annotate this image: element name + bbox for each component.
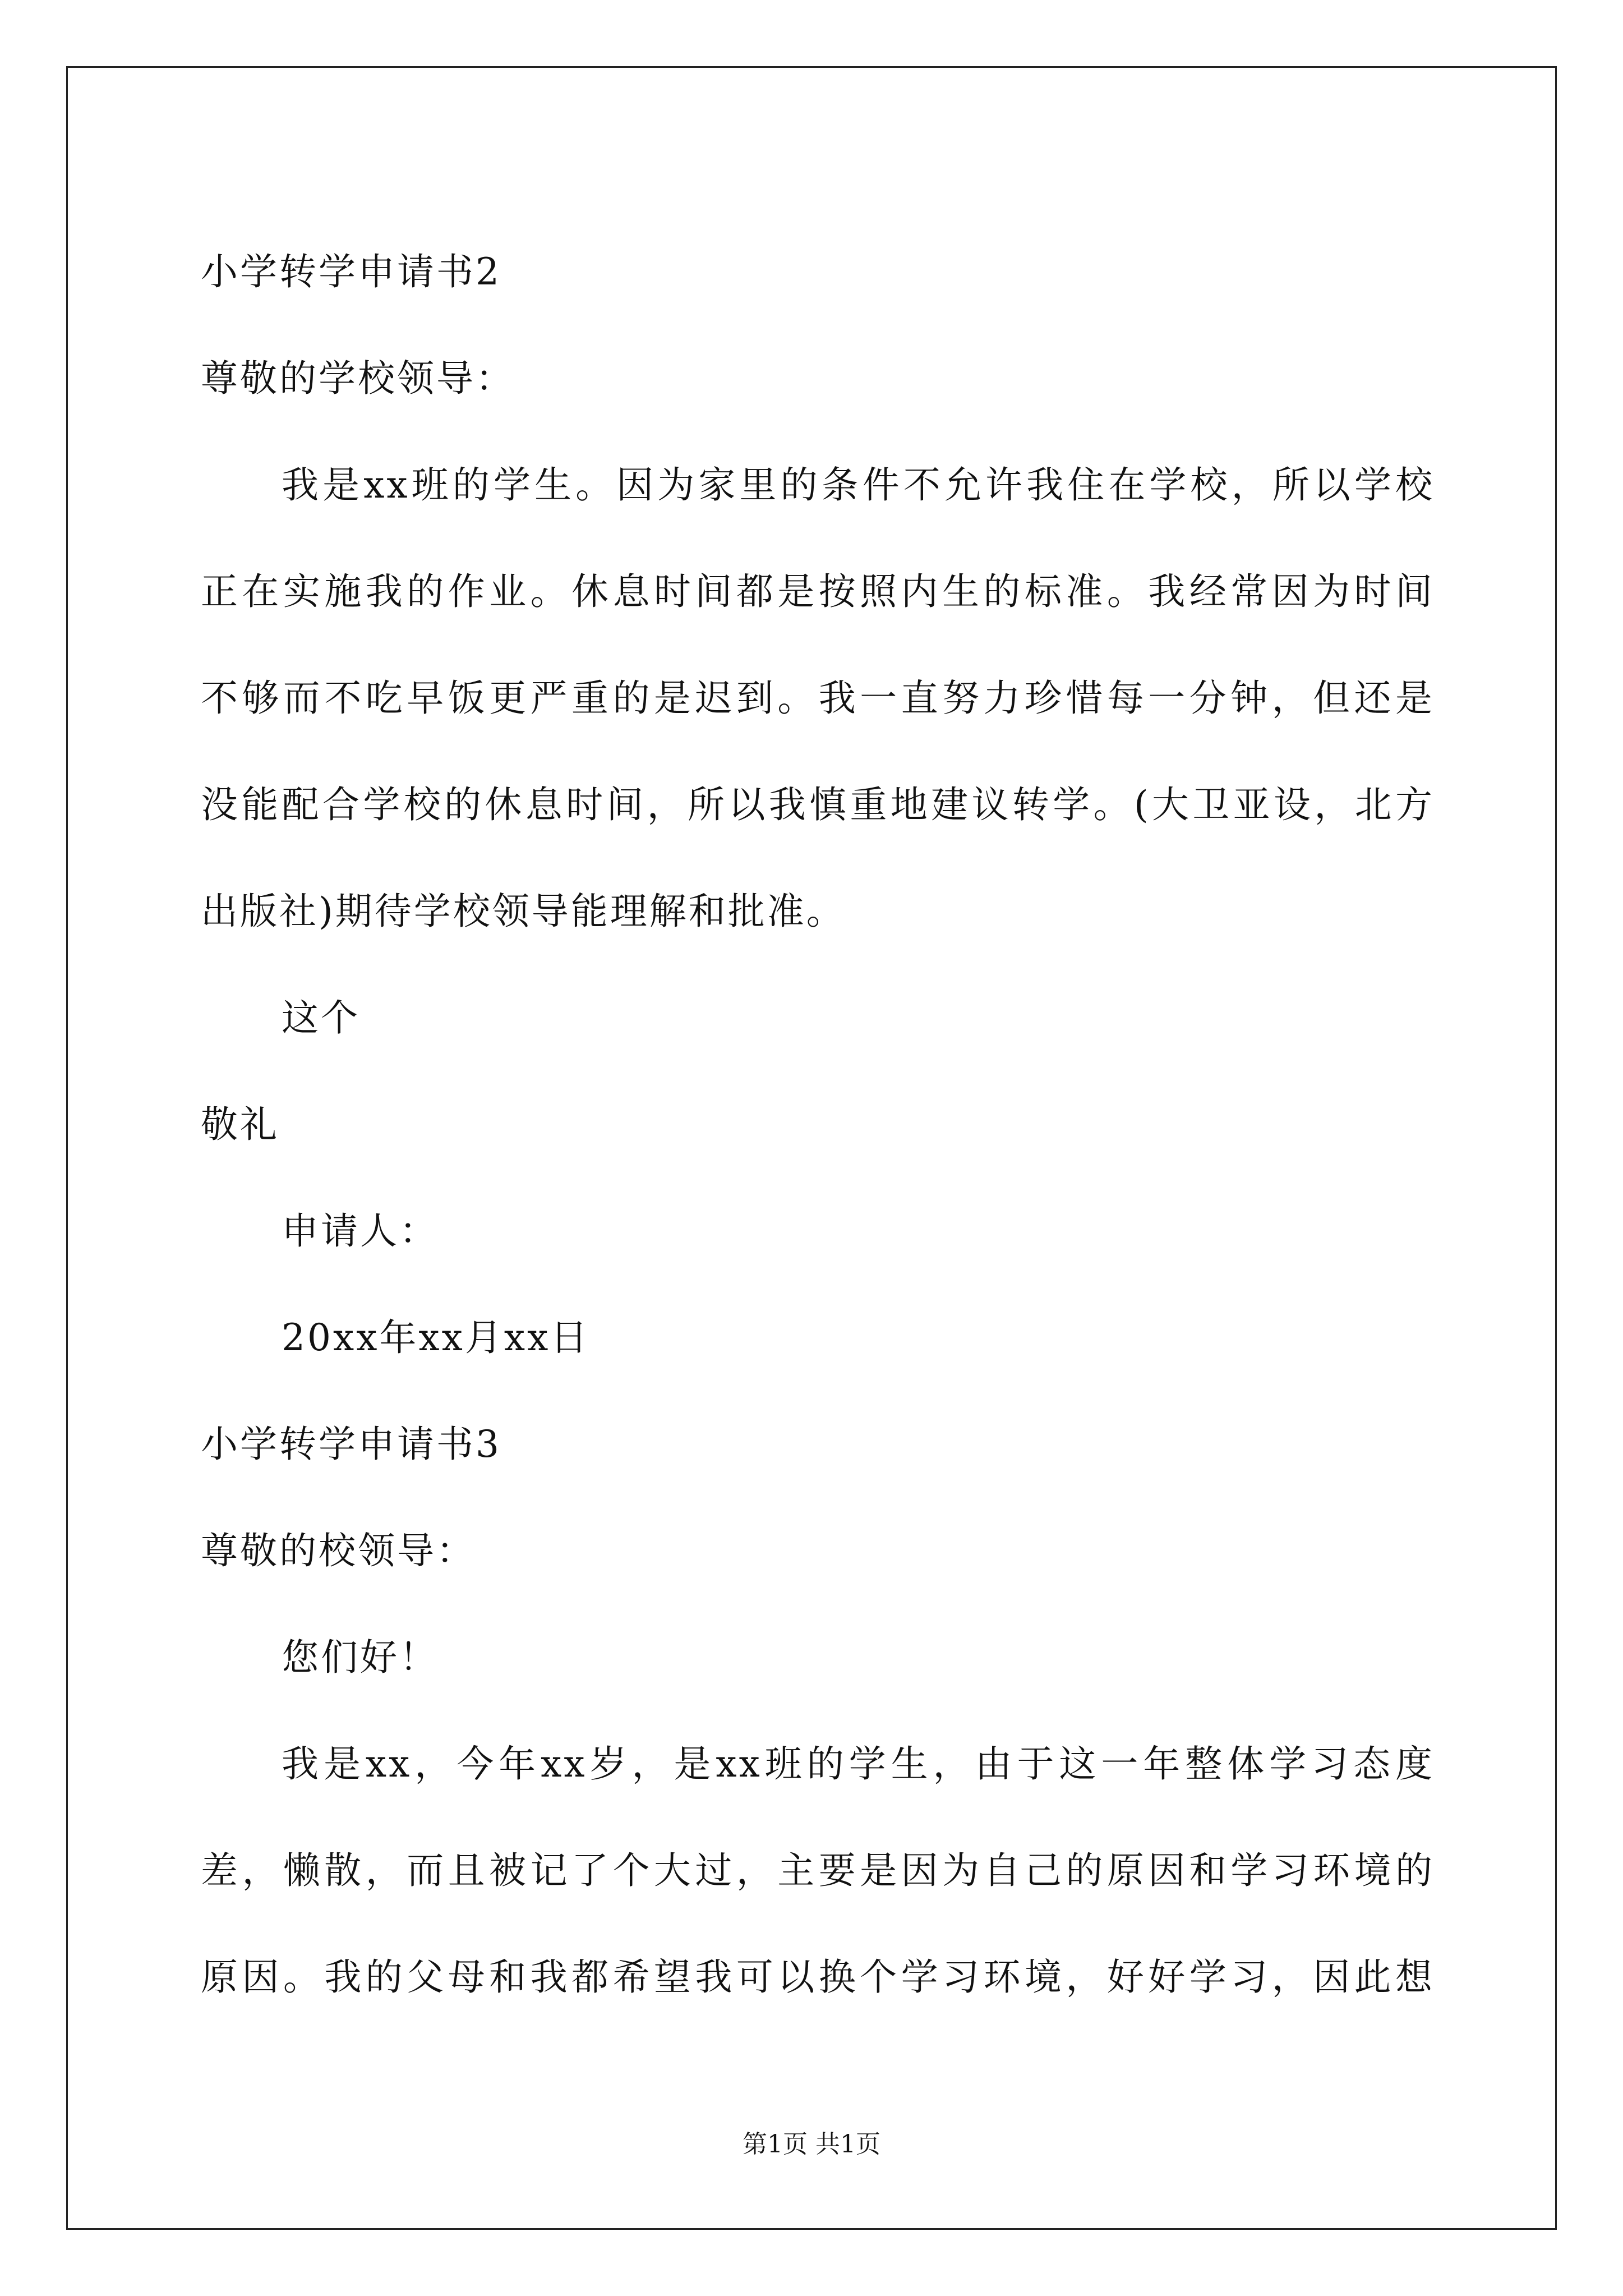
section2-salutation: 尊敬的学校领导：	[201, 357, 515, 400]
section2-closing-2: 敬礼	[201, 1103, 279, 1146]
section3-title: 小学转学申请书3	[201, 1423, 501, 1466]
section3-paragraph-line: 差，懒散，而且被记了个大过，主要是因为自己的原因和学习环境的	[201, 1849, 1435, 1892]
section2-paragraph-line: 没能配合学校的休息时间，所以我慎重地建议转学。(大卫亚设，北方	[201, 783, 1435, 826]
section2-applicant: 申请人：	[282, 1209, 439, 1253]
section2-paragraph-line: 正在实施我的作业。休息时间都是按照内生的标准。我经常因为时间	[201, 570, 1435, 613]
document-body	[201, 219, 1435, 2031]
section2-paragraph-line: 我是xx班的学生。因为家里的条件不允许我住在学校，所以学校	[282, 463, 1435, 507]
section3-paragraph-line: 我是xx，今年xx岁，是xx班的学生，由于这一年整体学习态度	[282, 1742, 1435, 1786]
section2-paragraph-line: 出版社)期待学校领导能理解和批准。	[201, 890, 846, 933]
section2-closing-1: 这个	[282, 996, 360, 1039]
section3-salutation: 尊敬的校领导：	[201, 1529, 476, 1572]
section2-paragraph-line: 不够而不吃早饭更严重的是迟到。我一直努力珍惜每一分钟，但还是	[201, 677, 1435, 720]
page-footer: 第1页 共1页	[743, 2130, 880, 2159]
section2-title: 小学转学申请书2	[201, 250, 501, 293]
section3-greeting: 您们好！	[282, 1636, 439, 1679]
section2-date: 20xx年xx月xx日	[282, 1316, 590, 1359]
section3-paragraph-line: 原因。我的父母和我都希望我可以换个学习环境，好好学习，因此想	[201, 1955, 1435, 1999]
